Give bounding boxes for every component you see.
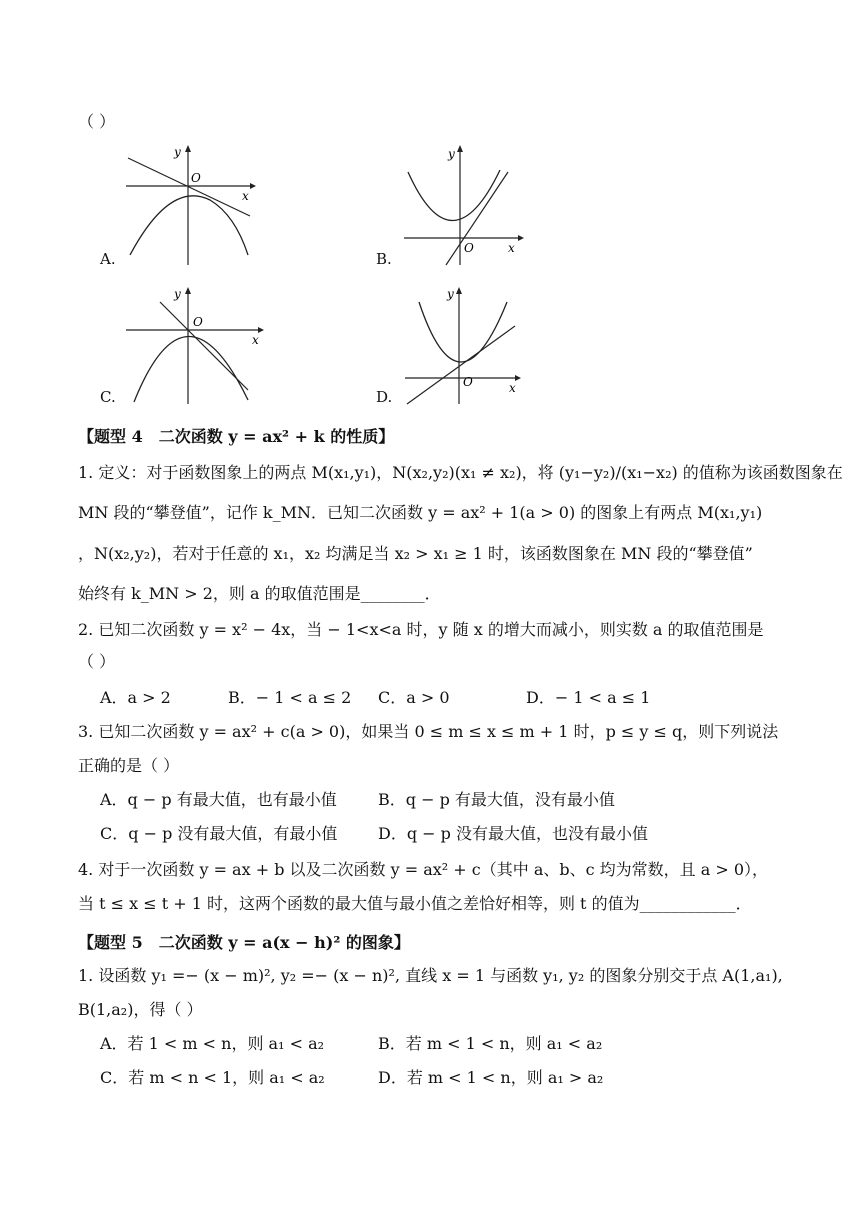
- q5-option-a: A．若 1 < m < n，则 a₁ < a₂: [100, 1034, 325, 1053]
- graph-d: [395, 282, 535, 410]
- q2-option-b: B．− 1 < a ≤ 2: [228, 688, 352, 707]
- graph-c: [100, 282, 270, 410]
- graph-b-label: B.: [376, 250, 392, 268]
- q3-line-1: 3. 已知二次函数 y = ax² + c(a > 0)，如果当 0 ≤ m ≤ x ≤ m + 1 时，p ≤ y ≤ q，则下列说法: [78, 722, 779, 741]
- graph-c-origin: O: [193, 315, 203, 329]
- q5-line-2: B(1,a₂)，得（ ）: [78, 1000, 203, 1019]
- q5-option-d: D．若 m < 1 < n，则 a₁ > a₂: [378, 1068, 604, 1087]
- q5-line-1: 1. 设函数 y₁ =− (x − m)², y₂ =− (x − n)², 直线 x = 1 与函数 y₁, y₂ 的图象分别交于点 A(1,a₁),: [78, 966, 783, 985]
- graph-b-y-label: y: [448, 147, 455, 161]
- q4-line-2: 当 t ≤ x ≤ t + 1 时，这两个函数的最大值与最小值之差恰好相等，则 t 的值为____________．: [78, 894, 752, 913]
- q3-option-c: C．q − p 没有最大值，有最小值: [100, 824, 338, 843]
- section-5-title: 【题型 5 二次函数 y = a(x − h)² 的图象】: [78, 933, 410, 952]
- q1-line-2: MN 段的“攀登值”，记作 k_MN．已知二次函数 y = ax² + 1(a > 0) 的图象上有两点 M(x₁,y₁): [78, 503, 763, 522]
- q2-option-c: C．a > 0: [378, 688, 450, 707]
- q5-option-c: C．若 m < n < 1，则 a₁ < a₂: [100, 1068, 325, 1087]
- q2-line-1: 2. 已知二次函数 y = x² − 4x，当 − 1<x<a 时，y 随 x 的增大而减小，则实数 a 的取值范围是: [78, 620, 764, 639]
- section-4-title: 【题型 4 二次函数 y = ax² + k 的性质】: [78, 427, 395, 446]
- graph-d-label: D.: [376, 388, 393, 406]
- graph-a-origin: O: [191, 171, 201, 185]
- q5-option-b: B．若 m < 1 < n，则 a₁ < a₂: [378, 1034, 603, 1053]
- q3-option-a: A．q − p 有最大值，也有最小值: [100, 790, 337, 809]
- graph-d-x-label: x: [509, 381, 516, 395]
- graph-d-origin: O: [463, 375, 473, 389]
- q2-option-a: A．a > 2: [100, 688, 171, 707]
- q3-option-b: B．q − p 有最大值，没有最小值: [378, 790, 615, 809]
- graph-c-label: C.: [100, 388, 116, 406]
- graph-c-y-label: y: [174, 287, 181, 301]
- question-bracket: （ ）: [78, 112, 116, 131]
- q1-line-3: ，N(x₂,y₂)，若对于任意的 x₁，x₂ 均满足当 x₂ > x₁ ≥ 1 时，该函数图象在 MN 段的“攀登值”: [78, 544, 753, 563]
- q4-line-1: 4. 对于一次函数 y = ax + b 以及二次函数 y = ax² + c（其中 a、b、c 均为常数，且 a > 0），: [78, 860, 769, 879]
- q3-option-d: D．q − p 没有最大值，也没有最小值: [378, 824, 648, 843]
- graph-b-x-label: x: [508, 241, 515, 255]
- graph-a-y-label: y: [174, 145, 181, 159]
- graph-b: [390, 140, 540, 270]
- q2-option-d: D．− 1 < a ≤ 1: [526, 688, 651, 707]
- graph-a-label: A.: [100, 250, 116, 268]
- graph-d-y-label: y: [447, 287, 454, 301]
- q2-line-2: （ ）: [78, 652, 116, 671]
- q1-line-1: 1. 定义：对于函数图象上的两点 M(x₁,y₁)，N(x₂,y₂)(x₁ ≠ x₂)，将 (y₁−y₂)/(x₁−x₂) 的值称为该函数图象在: [78, 463, 843, 482]
- graph-a-x-label: x: [242, 189, 249, 203]
- graph-b-origin: O: [464, 241, 474, 255]
- q3-line-2: 正确的是（ ）: [78, 756, 180, 775]
- graph-c-x-label: x: [252, 333, 259, 347]
- graph-a: [100, 140, 270, 270]
- q1-line-4: 始终有 k_MN > 2，则 a 的取值范围是________．: [78, 584, 441, 603]
